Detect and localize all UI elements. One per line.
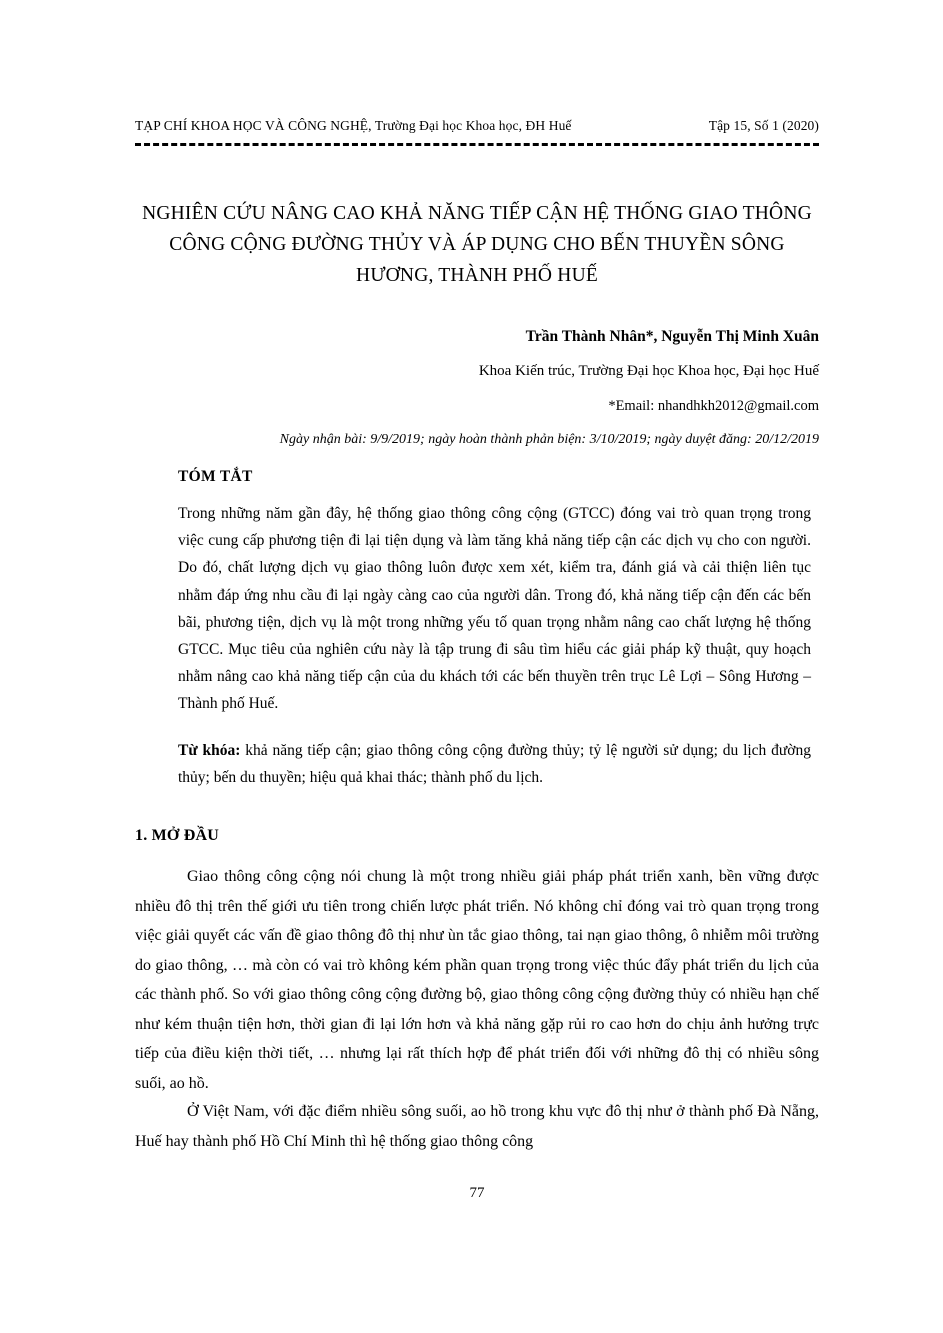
- section-heading-introduction: 1. MỞ ĐẦU: [135, 827, 220, 844]
- keywords-line: [178, 737, 811, 791]
- keywords-label: Từ khóa:: [178, 742, 241, 759]
- volume-issue: Tập 15, Số 1 (2020): [708, 118, 819, 133]
- article-title: NGHIÊN CỨU NÂNG CAO KHẢ NĂNG TIẾP CẬN HỆ THỐNG GIAO THÔNG CÔNG CỘNG ĐƯỜNG THỦY VÀ ÁP DỤNG CHO BẾN THUYỀN SÔNG HƯƠNG, THÀNH PHỐ HUẾ: [142, 203, 812, 286]
- abstract-heading: TÓM TẮT: [178, 468, 253, 485]
- running-header: [135, 118, 819, 134]
- abstract-body: Trong những năm gần đây, hệ thống giao thông công cộng (GTCC) đóng vai trò quan trọng trong việc cung cấp phương tiện đi lại tiện dụng và làm tăng khả năng tiếp cận các dịch vụ cho con người. Do đó, chất lượng dịch vụ giao thông luôn được xem xét, kiểm tra, đánh giá và cải thiện liên tục nhằm đáp ứng nhu cầu đi lại ngày càng cao của người dân. Trong đó, khả năng tiếp cận đến các bến bãi, phương tiện, dịch vụ là một trong những yếu tố quan trọng nhằm nâng cao chất lượng hệ thống GTCC. Mục tiêu của nghiên cứu này là tập trung đi sâu tìm hiểu các giải pháp kỹ thuật, quy hoạch nhằm nâng cao khả năng tiếp cận của du khách tới các bến thuyền trên trục Lê Lợi – Sông Hương – Thành phố Huế.: [178, 505, 811, 713]
- keywords-values: khả năng tiếp cận; giao thông công cộng đường thủy; tỷ lệ người sử dụng; du lịch đường thủy; bến du thuyền; hiệu quả khai thác; thành phố du lịch.: [178, 742, 811, 787]
- body-paragraph: Ở Việt Nam, với đặc điểm nhiều sông suối, ao hồ trong khu vực đô thị như ở thành phố Đà Nẵng, Huế hay thành phố Hồ Chí Minh thì hệ thống giao thông công: [135, 1103, 819, 1150]
- submission-dates: Ngày nhận bài: 9/9/2019; ngày hoàn thành phản biện: 3/10/2019; ngày duyệt đăng: 20/12/2019: [279, 432, 819, 447]
- journal-name: TẠP CHÍ KHOA HỌC VÀ CÔNG NGHỆ, Trường Đại học Khoa học, ĐH Huế: [135, 118, 572, 133]
- author-affiliation: Khoa Kiến trúc, Trường Đại học Khoa học, Đại học Huế: [478, 363, 819, 379]
- body-paragraph: Giao thông công cộng nói chung là một trong nhiều giải pháp phát triển xanh, bền vững được nhiều đô thị trên thế giới ưu tiên trong chiến lược phát triển. Nó không chỉ đóng vai trò quan trọng trong việc giải quyết các vấn đề giao thông đô thị như ùn tắc giao thông, tai nạn giao thông, ô nhiễm môi trường do giao thông, … mà còn có vai trò không kém phần quan trọng trong việc thúc đẩy phát triển du lịch của các thành phố. So với giao thông công cộng đường bộ, giao thông công cộng đường thủy có nhiều hạn chế như kém thuận tiện hơn, thời gian đi lại lớn hơn và khả năng gặp rủi ro cao hơn do chịu ảnh hưởng trực tiếp của điều kiện thời tiết, … nhưng lại rất thích hợp để phát triển đối với những đô thị có nhiều sông suối, ao hồ.: [135, 868, 819, 1092]
- header-divider: [135, 143, 819, 146]
- page-number: 77: [469, 1185, 485, 1201]
- corresponding-email: *Email: nhandhkh2012@gmail.com: [608, 398, 819, 414]
- author-list: Trần Thành Nhân*, Nguyễn Thị Minh Xuân: [525, 328, 819, 345]
